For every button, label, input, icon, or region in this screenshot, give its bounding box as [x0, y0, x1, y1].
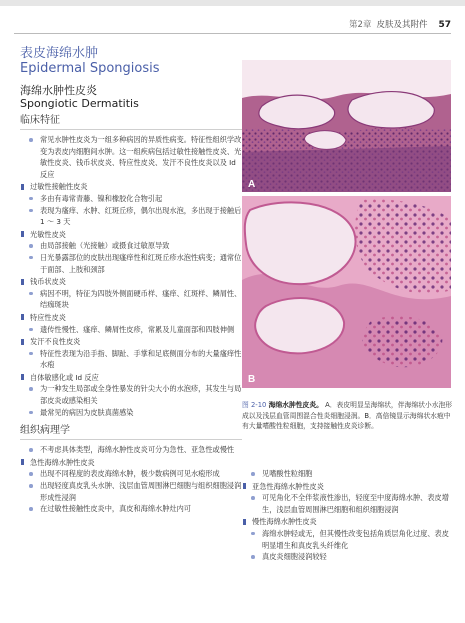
pathology-group: 亚急性海绵水肿性皮炎 [242, 481, 454, 493]
right-column [242, 468, 454, 563]
clinical-intro: 常见水肿性皮炎为一组多种病因的异质性病变。特征性组织学改变为表皮内细胞间水肿。这一组疾病包括过敏性接触性皮炎、光敏性皮炎、钱币状皮炎、特应性皮炎、发汗不良性皮炎以及 Id 反应 [20, 134, 242, 180]
section-title-cn: 表皮海绵水肿 [20, 46, 99, 61]
header-rule [14, 33, 451, 34]
figure-caption-text: A．表皮明显呈海绵状，伴海绵状小水泡形成以及浅层血管周围混合性炎细胞浸润。B．高倍镜显示海绵状水疱中有大量嗜酸性粒细胞，支持接触性皮炎诊断。 [242, 401, 453, 430]
list-item: 出现不同程度的表皮海绵水肿，极少数病例可见水疱形成 [20, 468, 242, 480]
panel-b-micrograph [242, 196, 451, 388]
page-header [349, 18, 451, 30]
list-item: 可见角化不全伴浆液性渗出，轻度至中度海绵水肿、表皮增生，浅层血管周围淋巴细胞和组织细胞浸润 [242, 492, 454, 515]
left-column [20, 46, 242, 515]
chapter-number: 第2章 [349, 20, 372, 30]
list-item: 为一种发生局部或全身性暴发的针尖大小的水泡疹，其发生与局部皮炎或感染相关 [20, 383, 242, 406]
figure-caption [242, 400, 454, 432]
list-item: 在过敏性接触性皮炎中，真皮和海绵水肿灶内可 [20, 503, 242, 515]
continued-text: 见嗜酸性粒细胞 [242, 468, 454, 480]
page-number: 57 [438, 20, 451, 30]
figure-title: 海绵水肿性皮炎。 [268, 401, 323, 409]
histology-figure [242, 60, 451, 388]
list-item: 表现为瘙痒、水肿、红斑丘疹，偶尔出现水泡，多出现于接触后 1 ～ 3 天 [20, 205, 242, 228]
pathology-heading: 组织病理学 [20, 424, 242, 440]
pathology-group: 慢性海绵水肿性皮炎 [242, 516, 454, 528]
list-item: 日光暴露部位的皮肤出现瘙痒性和红斑丘疹水泡性病变；通常位于面部、上肢和颈部 [20, 252, 242, 275]
list-item: 出现轻度真皮乳头水肿、浅层血管周围淋巴细胞与组织细胞浸润形成性浸润 [20, 480, 242, 503]
micrograph-panels [242, 60, 451, 388]
figure-number: 图 2-10 [242, 401, 267, 409]
clinical-group: 特应性皮炎 [20, 312, 242, 324]
list-item: 最常见的病因为皮肤真菌感染 [20, 407, 242, 419]
subsection-title-en: Spongiotic Dermatitis [20, 97, 139, 110]
panel-a-label: A [248, 179, 256, 190]
subsection-title-cn: 海绵水肿性皮炎 [20, 84, 97, 97]
list-item: 特征性表现为沿手指、脚趾、手掌和足底侧面分布的大量瘙痒性水疱 [20, 348, 242, 371]
list-item: 多由有毒常青藤、镍和橡胶化合物引起 [20, 193, 242, 205]
clinical-group: 钱币状皮炎 [20, 276, 242, 288]
top-band [0, 0, 465, 6]
clinical-group: 自体敏感化或 Id 反应 [20, 372, 242, 384]
clinical-group: 过敏性接触性皮炎 [20, 181, 242, 193]
chapter-title: 皮肤及其附件 [376, 20, 428, 30]
list-item: 由局部接触（光接触）或摄食过敏原导致 [20, 240, 242, 252]
panel-a-micrograph [242, 60, 451, 192]
clinical-group: 光敏性皮炎 [20, 229, 242, 241]
clinical-heading: 临床特征 [20, 114, 242, 130]
section-title-en: Epidermal Spongiosis [20, 61, 160, 76]
list-item: 真皮炎细胞浸润较轻 [242, 551, 454, 563]
list-item: 遗传性慢性、瘙痒、鳞屑性皮疹，常累及儿童面部和四肢伸侧 [20, 324, 242, 336]
pathology-group: 急性海绵水肿性皮炎 [20, 457, 242, 469]
list-item: 海绵水肿轻或无，但其慢性改变包括角质层角化过度、表皮明显增生和真皮乳头纤维化 [242, 528, 454, 551]
panel-b-label: B [248, 374, 256, 385]
list-item: 病因不明，特征为四肢外侧面硬币样、瘙痒、红斑样、鳞屑性、结痂斑块 [20, 288, 242, 311]
clinical-group: 发汗不良性皮炎 [20, 336, 242, 348]
pathology-intro: 不考虑具体类型，海绵水肿性皮炎可分为急性、亚急性或慢性 [20, 444, 242, 456]
